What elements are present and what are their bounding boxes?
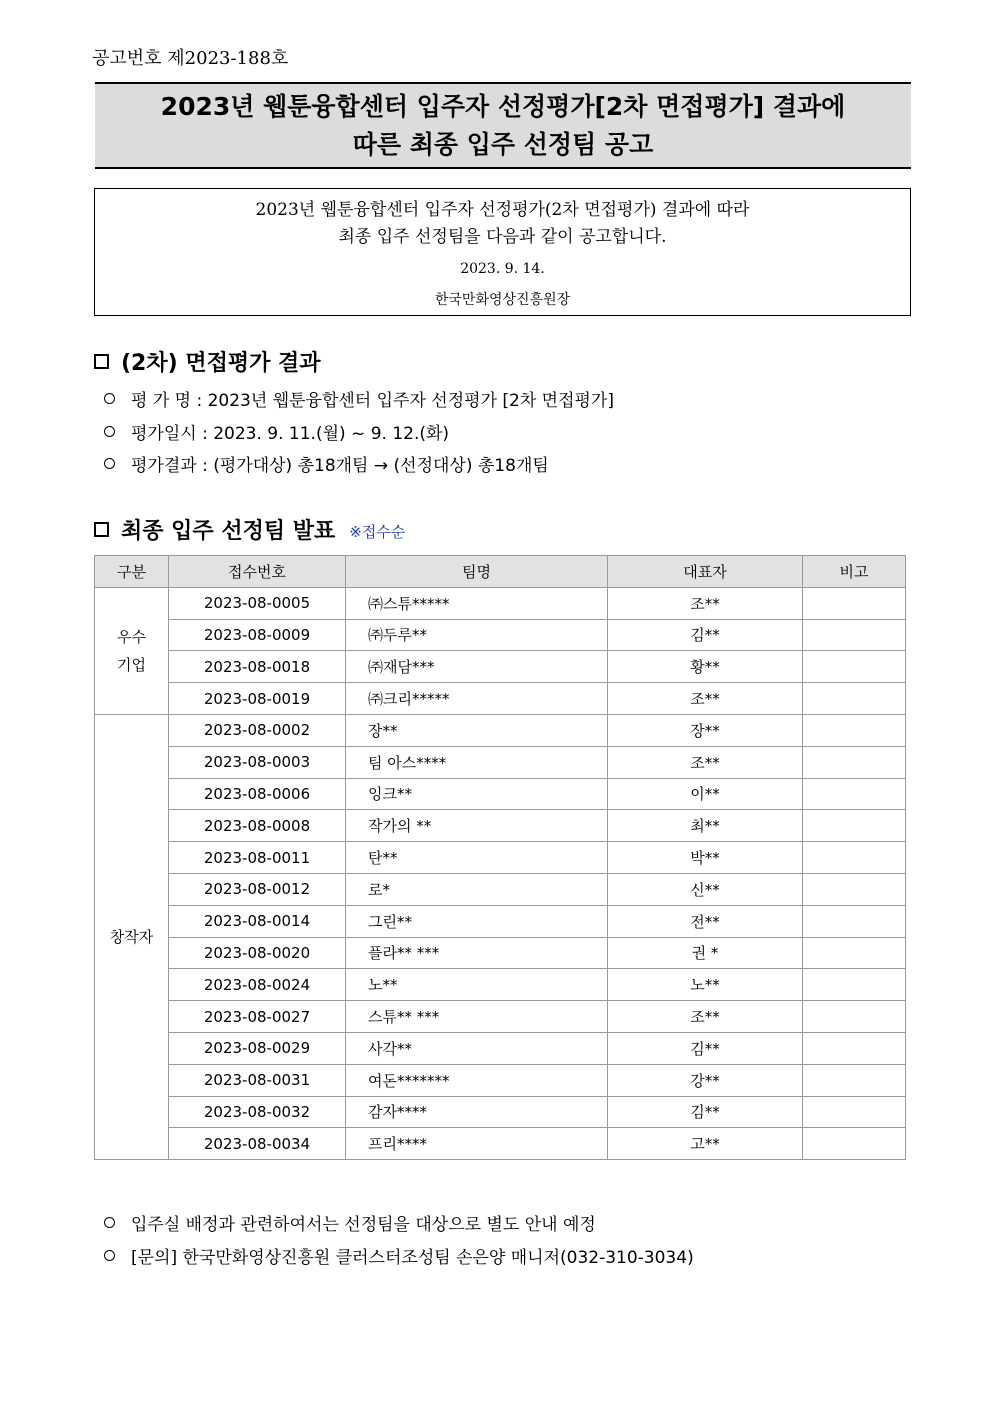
- cell-remarks: [803, 1001, 906, 1033]
- cell-team-name: 그린**: [346, 905, 608, 937]
- table-row: [95, 683, 906, 715]
- cell-team-name: 플라** ***: [346, 937, 608, 969]
- table-row: [95, 746, 906, 778]
- cell-application-number: 2023-08-0032: [169, 1096, 346, 1128]
- cell-team-name: 로*: [346, 873, 608, 905]
- bullet-text: 평가일시 : 2023. 9. 11.(월) ~ 9. 12.(화): [131, 424, 450, 444]
- section-title-text: (2차) 면접평가 결과: [121, 351, 321, 376]
- bullet-text: 입주실 배정과 관련하여서는 선정팀을 대상으로 별도 안내 예정: [131, 1215, 596, 1235]
- group-excellent-company: [95, 587, 169, 714]
- table-row: [95, 937, 906, 969]
- bullet-evaluation-result: [104, 451, 549, 476]
- group-creator: 창작자: [95, 714, 169, 1159]
- cell-representative: 김**: [608, 619, 803, 651]
- circle-bullet-icon: [104, 393, 115, 404]
- cell-representative: 전**: [608, 905, 803, 937]
- cell-representative: 장**: [608, 714, 803, 746]
- cell-representative: 조**: [608, 683, 803, 715]
- cell-application-number: 2023-08-0012: [169, 873, 346, 905]
- bullet-text: [문의] 한국만화영상진흥원 클러스터조성팀 손은양 매니저(032-310-3034): [131, 1248, 694, 1268]
- checkbox-square-icon: [94, 522, 109, 537]
- section-title-text: 최종 입주 선정팀 발표: [121, 519, 336, 544]
- cell-application-number: 2023-08-0029: [169, 1032, 346, 1064]
- footer-bullet-contact: [104, 1243, 694, 1268]
- cell-representative: 조**: [608, 587, 803, 619]
- cell-remarks: [803, 683, 906, 715]
- selected-teams-table: [94, 555, 906, 1160]
- cell-application-number: 2023-08-0008: [169, 810, 346, 842]
- circle-bullet-icon: [104, 426, 115, 437]
- cell-team-name: ㈜스튜*****: [346, 587, 608, 619]
- header-team-name: 팀명: [346, 556, 608, 588]
- cell-representative: 김**: [608, 1096, 803, 1128]
- order-note: ※접수순: [349, 523, 406, 541]
- bullet-evaluation-name: [104, 386, 614, 411]
- cell-team-name: 장**: [346, 714, 608, 746]
- cell-representative: 조**: [608, 746, 803, 778]
- cell-team-name: 팀 아스****: [346, 746, 608, 778]
- announcement-date: 2023. 9. 14.: [460, 261, 545, 277]
- cell-representative: 이**: [608, 778, 803, 810]
- table-row: [95, 969, 906, 1001]
- cell-remarks: [803, 778, 906, 810]
- cell-remarks: [803, 1096, 906, 1128]
- cell-team-name: 작가의 **: [346, 810, 608, 842]
- cell-remarks: [803, 587, 906, 619]
- cell-team-name: 감자****: [346, 1096, 608, 1128]
- table-row: [95, 1096, 906, 1128]
- section-interview-results: [94, 346, 321, 377]
- cell-remarks: [803, 905, 906, 937]
- table-row: [95, 587, 906, 619]
- cell-representative: 황**: [608, 651, 803, 683]
- cell-team-name: ㈜두루**: [346, 619, 608, 651]
- cell-remarks: [803, 746, 906, 778]
- cell-application-number: 2023-08-0011: [169, 842, 346, 874]
- table-row: [95, 1032, 906, 1064]
- document-title: [95, 82, 911, 164]
- cell-team-name: 노**: [346, 969, 608, 1001]
- cell-application-number: 2023-08-0002: [169, 714, 346, 746]
- cell-team-name: 잉크**: [346, 778, 608, 810]
- circle-bullet-icon: [104, 1250, 115, 1261]
- table-row: [95, 778, 906, 810]
- cell-representative: 신**: [608, 873, 803, 905]
- cell-representative: 최**: [608, 810, 803, 842]
- table-row: [95, 1001, 906, 1033]
- cell-representative: 고**: [608, 1128, 803, 1160]
- bullet-text: 평 가 명 : 2023년 웹툰융합센터 입주자 선정평가 [2차 면접평가]: [131, 391, 614, 411]
- cell-remarks: [803, 714, 906, 746]
- cell-application-number: 2023-08-0014: [169, 905, 346, 937]
- circle-bullet-icon: [104, 1217, 115, 1228]
- cell-application-number: 2023-08-0006: [169, 778, 346, 810]
- checkbox-square-icon: [94, 354, 109, 369]
- cell-application-number: 2023-08-0020: [169, 937, 346, 969]
- header-category: 구분: [95, 556, 169, 588]
- bullet-evaluation-date: [104, 419, 449, 444]
- footer-bullet-room: [104, 1210, 596, 1235]
- cell-remarks: [803, 651, 906, 683]
- cell-representative: 조**: [608, 1001, 803, 1033]
- table-row: [95, 842, 906, 874]
- cell-remarks: [803, 1128, 906, 1160]
- group-label: 기업: [117, 655, 146, 674]
- cell-remarks: [803, 1064, 906, 1096]
- cell-team-name: 탄**: [346, 842, 608, 874]
- table-row: [95, 1064, 906, 1096]
- table-header-row: [95, 556, 906, 588]
- table-row: [95, 905, 906, 937]
- title-line-1: 2023년 웹툰융합센터 입주자 선정평가[2차 면접평가] 결과에: [160, 92, 846, 121]
- table-row: [95, 1128, 906, 1160]
- cell-remarks: [803, 842, 906, 874]
- cell-application-number: 2023-08-0031: [169, 1064, 346, 1096]
- cell-application-number: 2023-08-0034: [169, 1128, 346, 1160]
- cell-remarks: [803, 619, 906, 651]
- cell-application-number: 2023-08-0018: [169, 651, 346, 683]
- cell-representative: 노**: [608, 969, 803, 1001]
- announcement-line-1: 2023년 웹툰융합센터 입주자 선정평가(2차 면접평가) 결과에 따라: [255, 200, 750, 220]
- cell-remarks: [803, 873, 906, 905]
- cell-remarks: [803, 810, 906, 842]
- cell-application-number: 2023-08-0003: [169, 746, 346, 778]
- header-application-number: 접수번호: [169, 556, 346, 588]
- section-final-teams: [94, 514, 405, 545]
- cell-application-number: 2023-08-0005: [169, 587, 346, 619]
- table-row: [95, 651, 906, 683]
- cell-representative: 권 *: [608, 937, 803, 969]
- cell-team-name: 사각**: [346, 1032, 608, 1064]
- announcement-organization: 한국만화영상진흥원장: [434, 292, 571, 308]
- cell-remarks: [803, 937, 906, 969]
- header-representative: 대표자: [608, 556, 803, 588]
- table-row: [95, 714, 906, 746]
- circle-bullet-icon: [104, 458, 115, 469]
- cell-remarks: [803, 1032, 906, 1064]
- cell-team-name: ㈜재담***: [346, 651, 608, 683]
- cell-representative: 박**: [608, 842, 803, 874]
- cell-representative: 김**: [608, 1032, 803, 1064]
- table-row: [95, 873, 906, 905]
- cell-team-name: 여돈*******: [346, 1064, 608, 1096]
- announcement-line-2: 최종 입주 선정팀을 다음과 같이 공고합니다.: [338, 227, 667, 247]
- announcement-box: [94, 188, 911, 316]
- table-row: [95, 810, 906, 842]
- bullet-text: 평가결과 : (평가대상) 총18개팀 → (선정대상) 총18개팀: [131, 456, 549, 476]
- cell-application-number: 2023-08-0027: [169, 1001, 346, 1033]
- notice-number: 공고번호 제2023-188호: [92, 48, 289, 69]
- cell-team-name: ㈜크리*****: [346, 683, 608, 715]
- cell-application-number: 2023-08-0019: [169, 683, 346, 715]
- title-line-2: 따른 최종 입주 선정팀 공고: [352, 130, 654, 159]
- cell-team-name: 프리****: [346, 1128, 608, 1160]
- cell-remarks: [803, 969, 906, 1001]
- cell-application-number: 2023-08-0009: [169, 619, 346, 651]
- cell-application-number: 2023-08-0024: [169, 969, 346, 1001]
- cell-team-name: 스튜** ***: [346, 1001, 608, 1033]
- header-remarks: 비고: [803, 556, 906, 588]
- table-row: [95, 619, 906, 651]
- group-label: 우수: [117, 627, 146, 646]
- cell-representative: 강**: [608, 1064, 803, 1096]
